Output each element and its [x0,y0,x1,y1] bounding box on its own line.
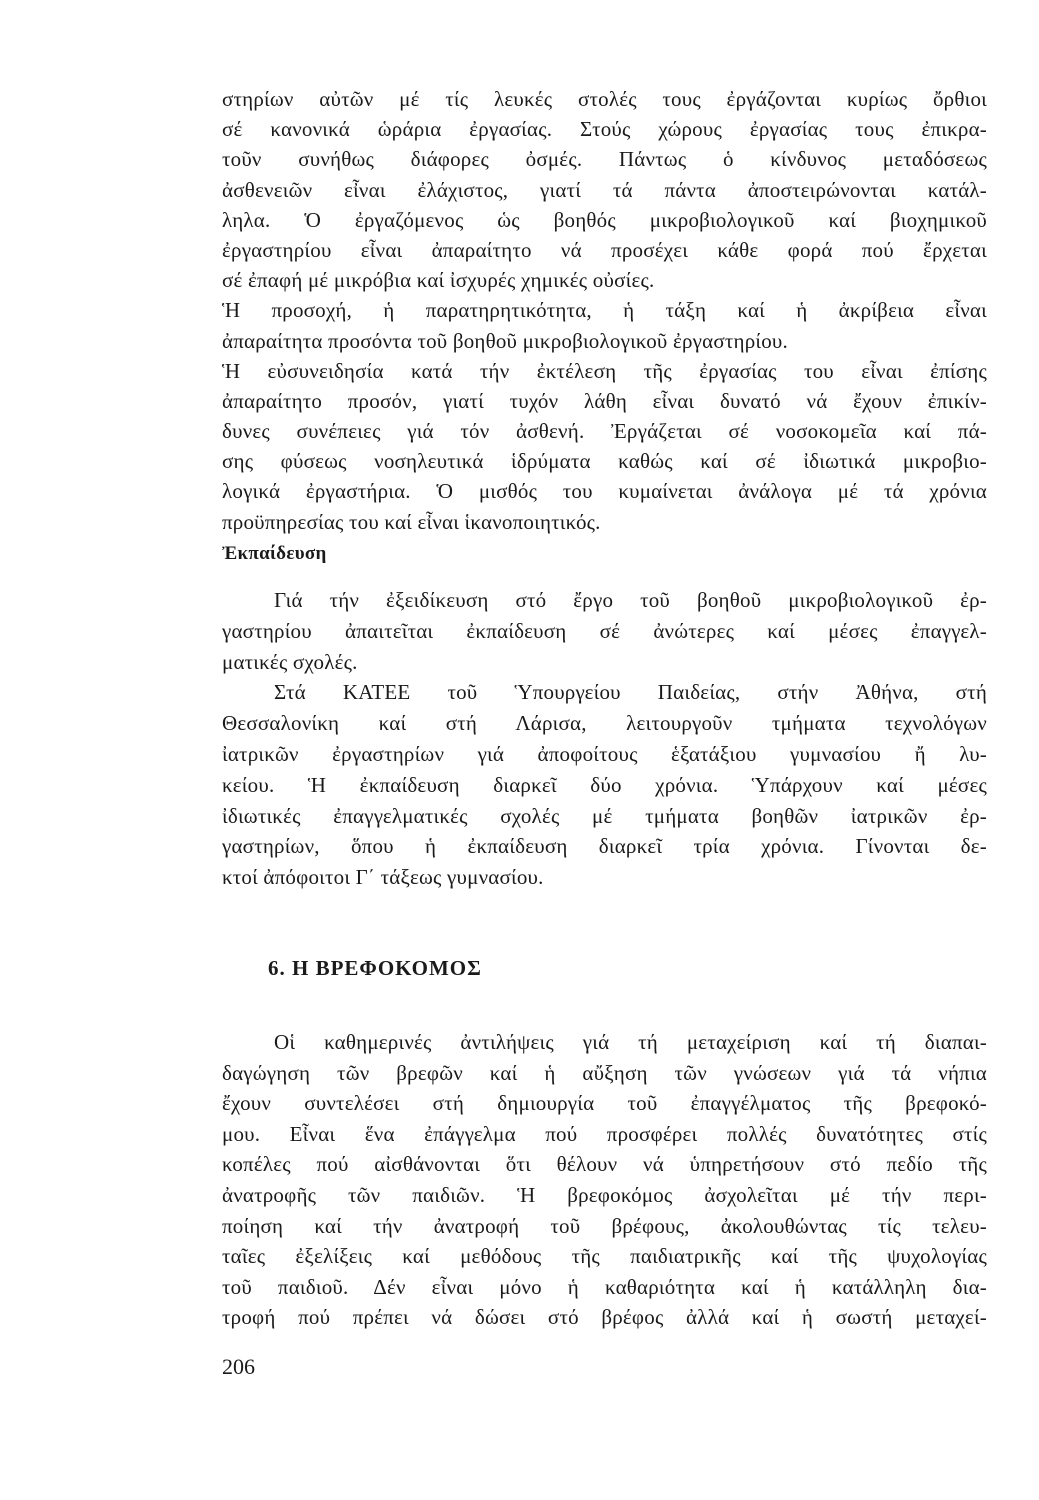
text-line: δυνες συνέπειες γιά τόν ἀσθενή. Ἐργάζεται σέ νοσοκομεῖα καί πά- [222,419,987,444]
text-line: κοπέλες πού αἰσθάνονται ὅτι θέλουν νά ὑπηρετήσουν στό πεδίο τῆς [222,1152,987,1177]
text-line: ἀσθενειῶν εἶναι ἐλάχιστος, γιατί τά πάντα ἀποστειρώνονται κατάλ- [222,177,987,202]
text-line: δαγώγηση τῶν βρεφῶν καί ἡ αὔξηση τῶν γνώσεων γιά τά νήπια [222,1060,987,1085]
body-text-middle [222,585,987,893]
text-line: γαστηρίου ἀπαιτεῖται ἐκπαίδευση σέ ἀνώτερες καί μέσες ἐπαγγελ- [222,618,987,643]
text-line: μου. Εἶναι ἕνα ἐπάγγελμα πού προσφέρει πολλές δυνατότητες στίς [222,1121,987,1146]
text-line: ἀνατροφῆς τῶν παιδιῶν. Ἡ βρεφοκόμος ἀσχολεῖται μέ τήν περι- [222,1182,987,1207]
text-line: ἔχουν συντελέσει στή δημιουργία τοῦ ἐπαγγέλματος τῆς βρεφοκό- [222,1091,987,1116]
text-line: Γιά τήν ἐξειδίκευση στό ἔργο τοῦ βοηθοῦ μικροβιολογικοῦ ἐρ- [274,588,987,612]
text-line: Θεσσαλονίκη καί στή Λάρισα, λειτουργοῦν τμήματα τεχνολόγων [222,711,987,736]
text-line: ταῖες ἐξελίξεις καί μεθόδους τῆς παιδιατρικῆς καί τῆς ψυχολογίας [222,1244,987,1269]
text-line: στηρίων αὐτῶν μέ τίς λευκές στολές τους ἐργάζονται κυρίως ὄρθιοι [222,87,987,111]
text-line: Ἡ εὐσυνειδησία κατά τήν ἐκτέλεση τῆς ἐργασίας του εἶναι ἐπίσης [222,358,987,383]
text-line: ἰδιωτικές ἐπαγγελματικές σχολές μέ τμήματα βοηθῶν ἰατρικῶν ἐρ- [222,803,987,828]
body-text-bottom [222,1027,987,1333]
text-line: προϋπηρεσίας του καί εἶναι ἱκανοποιητικός. [222,509,601,534]
text-line: ἰατρικῶν ἐργαστηρίων γιά ἀποφοίτους ἑξατάξιου γυμνασίου ἤ λυ- [222,741,987,766]
text-line: ἀπαραίτητο προσόν, γιατί τυχόν λάθη εἶναι δυνατό νά ἔχουν ἐπικίν- [222,388,987,413]
text-line: ἐργαστηρίου εἶναι ἀπαραίτητο νά προσέχει κάθε φορά πού ἔρχεται [222,237,987,262]
text-line: σέ ἐπαφή μέ μικρόβια καί ἰσχυρές χημικές οὐσίες. [222,268,655,293]
body-text-top [222,84,987,537]
text-line: σέ κανονικά ὡράρια ἐργασίας. Στούς χώρους ἐργασίας τους ἐπικρα- [222,117,987,142]
text-line: κείου. Ἡ ἐκπαίδευση διαρκεῖ δύο χρόνια. Ὑπάρχουν καί μέσες [222,772,987,797]
text-line: ληλα. Ὁ ἐργαζόμενος ὡς βοηθός μικροβιολογικοῦ καί βιοχημικοῦ [222,207,987,232]
text-line: ποίηση καί τήν ἀνατροφή τοῦ βρέφους, ἀκολουθώντας τίς τελευ- [222,1213,987,1238]
text-line: λογικά ἐργαστήρια. Ὁ μισθός του κυμαίνεται ἀνάλογα μέ τά χρόνια [222,479,987,504]
text-line: γαστηρίων, ὅπου ἡ ἐκπαίδευση διαρκεῖ τρία χρόνια. Γίνονται δε- [222,834,987,859]
text-line: τοῦν συνήθως διάφορες ὀσμές. Πάντως ὁ κίνδυνος μεταδόσεως [222,147,987,172]
text-line: ἀπαραίτητα προσόντα τοῦ βοηθοῦ μικροβιολογικοῦ ἐργαστηρίου. [222,328,788,353]
chapter-heading: 6. Η ΒΡΕΦΟΚΟΜΟΣ [268,956,482,980]
text-line: κτοί ἀπόφοιτοι Γ΄ τάξεως γυμνασίου. [222,865,544,890]
text-line: τροφή πού πρέπει νά δώσει στό βρέφος ἀλλά καί ἡ σωστή μεταχεί- [222,1305,987,1330]
text-line: ματικές σχολές. [222,649,358,674]
text-line: σης φύσεως νοσηλευτικά ἱδρύματα καθώς καί σέ ἰδιωτικά μικροβιο- [222,449,987,474]
text-line: τοῦ παιδιοῦ. Δέν εἶναι μόνο ἡ καθαριότητα καί ἡ κατάλληλη δια- [222,1274,987,1299]
text-line: Οἱ καθημερινές ἀντιλήψεις γιά τή μεταχείριση καί τή διαπαι- [274,1030,987,1054]
section-heading: Ἐκπαίδευση [222,543,327,564]
page-number: 206 [222,1354,255,1379]
text-line: Στά ΚΑΤΕΕ τοῦ Ὑπουργείου Παιδείας, στήν Ἀθήνα, στή [274,680,987,705]
text-line: Ἡ προσοχή, ἡ παρατηρητικότητα, ἡ τάξη καί ἡ ἀκρίβεια εἶναι [222,298,987,323]
